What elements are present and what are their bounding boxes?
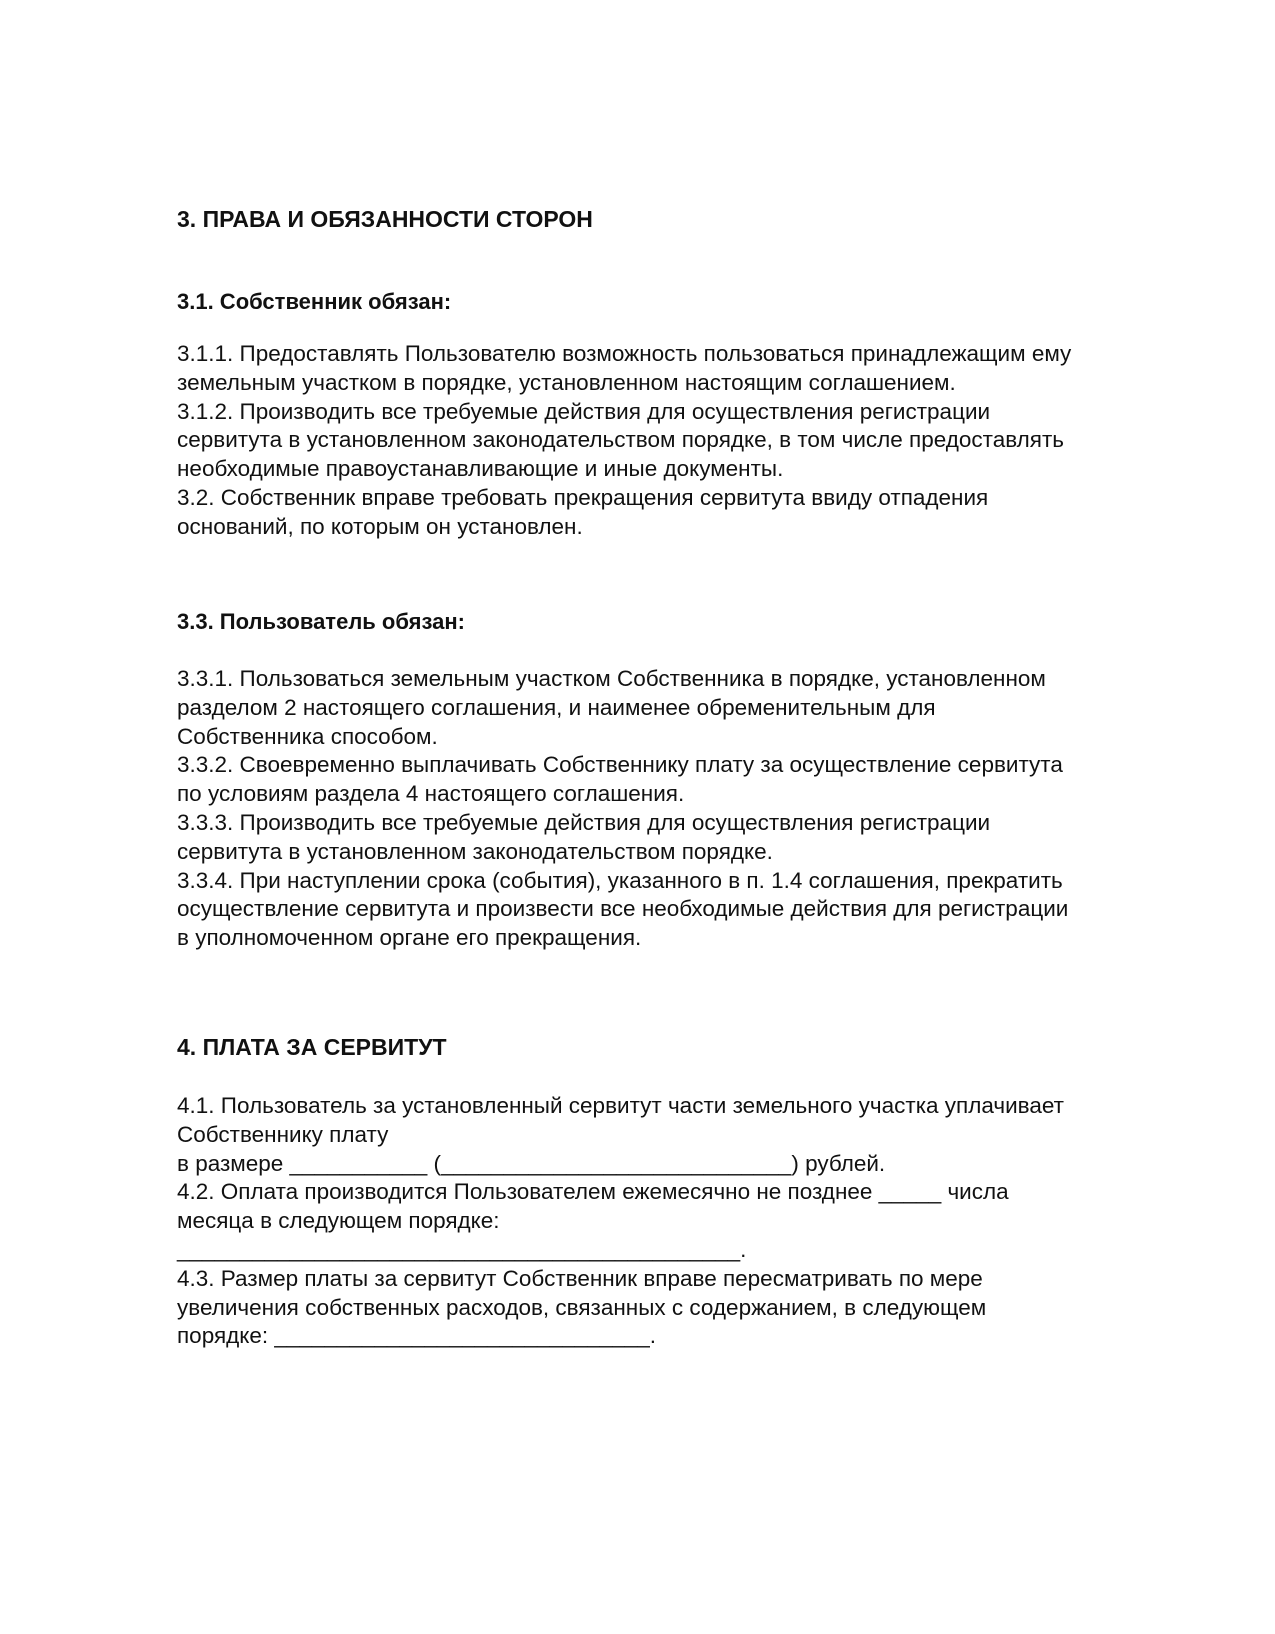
text-line: увеличения собственных расходов, связанных с содержанием, в следующем: [177, 1294, 987, 1320]
text-line: в размере ___________ (____________________________) рублей.: [177, 1150, 886, 1176]
text-line: осуществление сервитута и произвести все необходимые действия для регистрации: [177, 896, 1069, 922]
text-line: _____________________________________________.: [177, 1236, 747, 1262]
subsection-3-3-heading: 3.3. Пользователь обязан:: [177, 609, 465, 634]
text-line: необходимые правоустанавливающие и иные документы.: [177, 456, 784, 482]
subsection-3-1-heading: 3.1. Собственник обязан:: [177, 289, 452, 314]
text-line: Собственнику плату: [177, 1121, 389, 1147]
section-3-3-body: [177, 665, 1187, 953]
text-line: 3.1.1. Предоставлять Пользователю возможность пользоваться принадлежащим ему: [177, 341, 1072, 366]
text-line: разделом 2 настоящего соглашения, и наименее обременительным для: [177, 694, 936, 720]
text-line: 4.1. Пользователь за установленный сервитут части земельного участка уплачивает: [177, 1093, 1064, 1118]
text-line: сервитута в установленном законодательством порядке, в том числе предоставлять: [177, 427, 1064, 453]
text-line: Собственника способом.: [177, 723, 438, 749]
text-line: 4.3. Размер платы за сервитут Собственник вправе пересматривать по мере: [177, 1265, 983, 1291]
text-line: 3.3.4. При наступлении срока (события), указанного в п. 1.4 соглашения, прекратить: [177, 867, 1063, 893]
text-line: по условиям раздела 4 настоящего соглашения.: [177, 781, 685, 807]
section-4-title: 4. ПЛАТА ЗА СЕРВИТУТ: [177, 1034, 447, 1060]
text-line: 3.1.2. Производить все требуемые действия для осуществления регистрации: [177, 398, 991, 424]
text-line: 3.2. Собственник вправе требовать прекращения сервитута ввиду отпадения: [177, 484, 989, 510]
section-3-1-body: [177, 340, 1187, 542]
text-line: сервитута в установленном законодательством порядке.: [177, 838, 773, 864]
text-line: оснований, по которым он установлен.: [177, 513, 583, 539]
text-line: 3.3.3. Производить все требуемые действия для осуществления регистрации: [177, 809, 991, 835]
text-line: земельным участком в порядке, установленном настоящим соглашением.: [177, 369, 956, 395]
section-3-title: 3. ПРАВА И ОБЯЗАННОСТИ СТОРОН: [177, 206, 593, 232]
text-line: в уполномоченном органе его прекращения.: [177, 925, 642, 951]
text-line: порядке: ______________________________.: [177, 1323, 657, 1349]
text-line: 3.3.1. Пользоваться земельным участком Собственника в порядке, установленном: [177, 666, 1046, 691]
text-line: 3.3.2. Своевременно выплачивать Собственнику плату за осуществление сервитута: [177, 752, 1063, 778]
text-line: 4.2. Оплата производится Пользователем ежемесячно не позднее _____ числа: [177, 1179, 1009, 1205]
section-4-body: [177, 1092, 1187, 1351]
text-line: месяца в следующем порядке:: [177, 1208, 500, 1234]
